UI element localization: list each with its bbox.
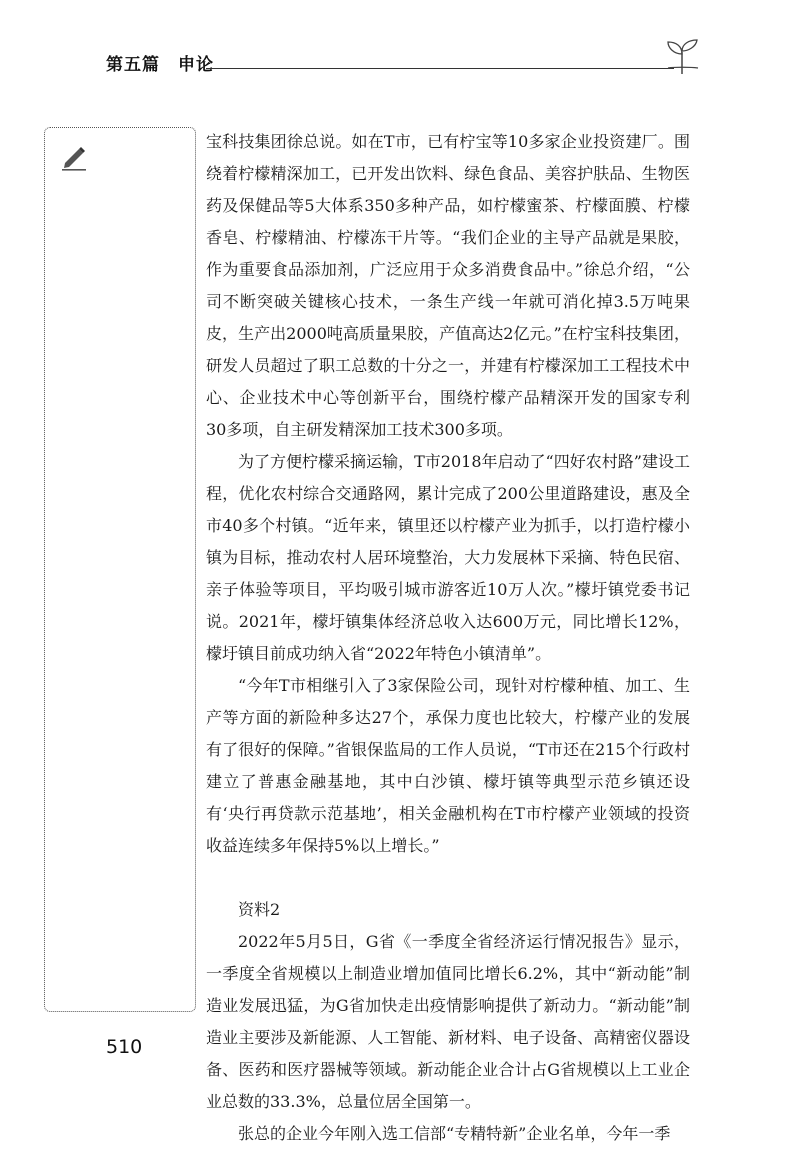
paragraph: “今年T市相继引入了3家保险公司，现针对柠檬种植、加工、生产等方面的新险种多达27个，承保力度也比较大，柠檬产业的发展有了很好的保障。”省银保监局的工作人员说，“T市还在215个行政村建立了普惠金融基地，其中白沙镇、檬圩镇等典型示范乡镇还设有‘央行再贷款示范基地’，相关金融机构在T市柠檬产业领域的投资收益连续多年保持5%以上增长。”	[206, 676, 690, 855]
main-text	[206, 126, 690, 1150]
header-divider	[206, 68, 674, 69]
paragraph: 为了方便柠檬采摘运输，T市2018年启动了“四好农村路”建设工程，优化农村综合交通路网，累计完成了200公里道路建设，惠及全市40多个村镇。“近年来，镇里还以柠檬产业为抓手，以打造柠檬小镇为目标，推动农村人居环境整治，大力发展林下采摘、特色民宿、亲子体验等项目，平均吸引城市游客近10万人次。”檬圩镇党委书记说。2021年，檬圩镇集体经济总收入达600万元，同比增长12%，檬圩镇目前成功纳入省“2022年特色小镇清单”。	[206, 452, 690, 663]
paragraph: 2022年5月5日，G省《一季度全省经济运行情况报告》显示，一季度全省规模以上制造业增加值同比增长6.2%，其中“新动能”制造业发展迅猛，为G省加快走出疫情影响提供了新动力。“新动能”制造业主要涉及新能源、人工智能、新材料、电子设备、高精密仪器设备、医药和医疗器械等领域。新动能企业合计占G省规模以上工业企业总数的33.3%，总量位居全国第一。	[206, 932, 690, 1111]
notes-sidebar	[44, 127, 196, 1012]
page-header	[0, 0, 800, 90]
material-label: 资料2	[238, 900, 281, 919]
pencil-icon	[59, 142, 89, 172]
paragraph-continuation: 宝科技集团徐总说。如在T市，已有柠宝等10多家企业投资建厂。围绕着柠檬精深加工，已开发出饮料、绿色食品、美容护肤品、生物医药及保健品等5大体系350多种产品，如柠檬蜜茶、柠檬面膜、柠檬香皂、柠檬精油、柠檬冻干片等。“我们企业的主导产品就是果胶，作为重要食品添加剂，广泛应用于众多消费食品中。”徐总介绍，“公司不断突破关键核心技术，一条生产线一年就可消化掉3.5万吨果皮，生产出2000吨高质量果胶，产值高达2亿元。”在柠宝科技集团，研发人员超过了职工总数的十分之一，并建有柠檬深加工工程技术中心、企业技术中心等创新平台，围绕柠檬产品精深开发的国家专利30多项，自主研发精深加工技术300多项。	[206, 132, 690, 439]
page-number: 510	[106, 1036, 143, 1058]
paragraph: 张总的企业今年刚入选工信部“专精特新”企业名单，今年一季	[238, 1124, 671, 1143]
sprout-icon	[664, 36, 700, 76]
section-title: 第五篇 申论	[106, 55, 214, 75]
